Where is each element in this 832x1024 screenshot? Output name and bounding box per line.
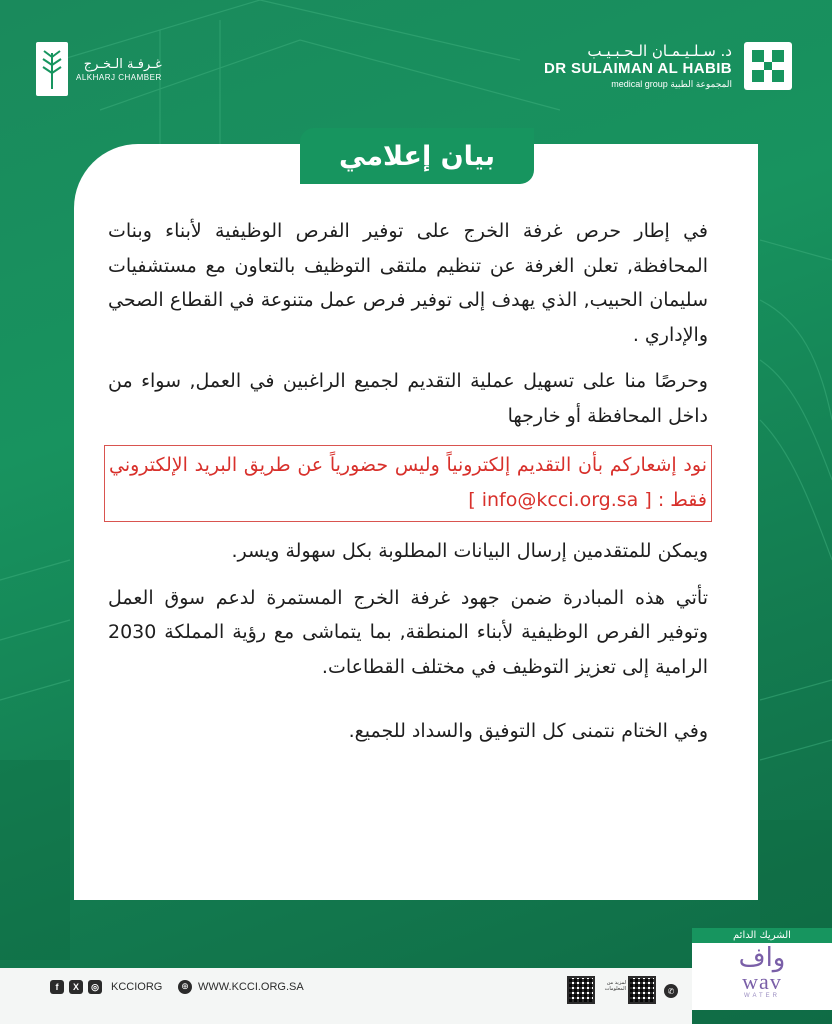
website-url[interactable]: WWW.KCCI.ORG.SA bbox=[198, 981, 304, 993]
page-title: بيان إعلامي bbox=[300, 128, 534, 184]
qr-code-info[interactable] bbox=[567, 976, 595, 1004]
partner-label: الشريك الدائم bbox=[692, 928, 832, 943]
globe-icon: ⊕ bbox=[178, 980, 192, 994]
paragraph-closing: وفي الختام نتمنى كل التوفيق والسداد للجميع. bbox=[348, 720, 708, 742]
paragraph-initiative: تأتي هذه المبادرة ضمن جهود غرفة الخرج المستمرة لدعم سوق العمل وتوفير الفرص الوظيفية لأبناء المنطقة, بما يتماشى مع رؤية المملكة 2030 الرامية إلى تعزيز التوظيف في مختلف القطاعات. bbox=[108, 586, 708, 678]
website-link[interactable] bbox=[178, 980, 304, 994]
hmg-subtitle: medical group المجموعة الطبية bbox=[611, 79, 732, 89]
wav-logo-sub: WATER bbox=[744, 993, 780, 999]
social-links bbox=[50, 980, 162, 994]
email-notice: نود إشعاركم بأن التقديم إلكترونياً وليس حضورياً عن طريق البريد الإلكتروني فقط : [ info@kcci.org.sa ] bbox=[104, 445, 712, 522]
whatsapp-icon[interactable]: ✆ bbox=[664, 984, 678, 998]
instagram-icon[interactable]: ◎ bbox=[88, 980, 102, 994]
wav-logo-ar: واف bbox=[738, 943, 786, 973]
paragraph-intro: في إطار حرص غرفة الخرج على توفير الفرص الوظيفية لأبناء وبنات المحافظة, تعلن الغرفة عن تنظيم ملتقى التوظيف بالتعاون مع مستشفيات سليمان الحبيب, الذي يهدف إلى توفير فرص عمل متنوعة في القطاع الصحي والإداري . bbox=[108, 220, 708, 346]
wav-logo-en: wav bbox=[742, 969, 782, 994]
facebook-icon[interactable]: f bbox=[50, 980, 64, 994]
paragraph-application: وحرصًا منا على تسهيل عملية التقديم لجميع الراغبين في العمل, سواء من داخل المحافظة أو خارجها bbox=[108, 370, 708, 427]
chamber-name-ar: غـرفـة الـخـرج bbox=[83, 56, 162, 72]
qr-code-whatsapp[interactable] bbox=[628, 976, 656, 1004]
hmg-name-ar: د. سـلـيـمـان الـحـبـيـب bbox=[587, 42, 732, 60]
qr-info-label: لمزيد من المعلومات bbox=[604, 980, 626, 992]
statement-body bbox=[108, 214, 708, 761]
hmg-cross-icon bbox=[744, 42, 792, 90]
partner-badge bbox=[692, 928, 832, 1010]
footer bbox=[0, 968, 692, 1024]
dr-sulaiman-al-habib-logo bbox=[544, 42, 792, 90]
palm-frond-icon bbox=[36, 42, 68, 96]
x-icon[interactable]: X bbox=[69, 980, 83, 994]
social-handle[interactable]: KCCIORG bbox=[111, 981, 163, 993]
paragraph-submission: ويمكن للمتقدمين إرسال البيانات المطلوبة بكل سهولة ويسر. bbox=[231, 540, 708, 562]
chamber-name-en: ALKHARJ CHAMBER bbox=[76, 72, 162, 82]
hmg-name-en: DR SULAIMAN AL HABIB bbox=[544, 60, 732, 77]
alkharj-chamber-logo bbox=[36, 42, 162, 96]
